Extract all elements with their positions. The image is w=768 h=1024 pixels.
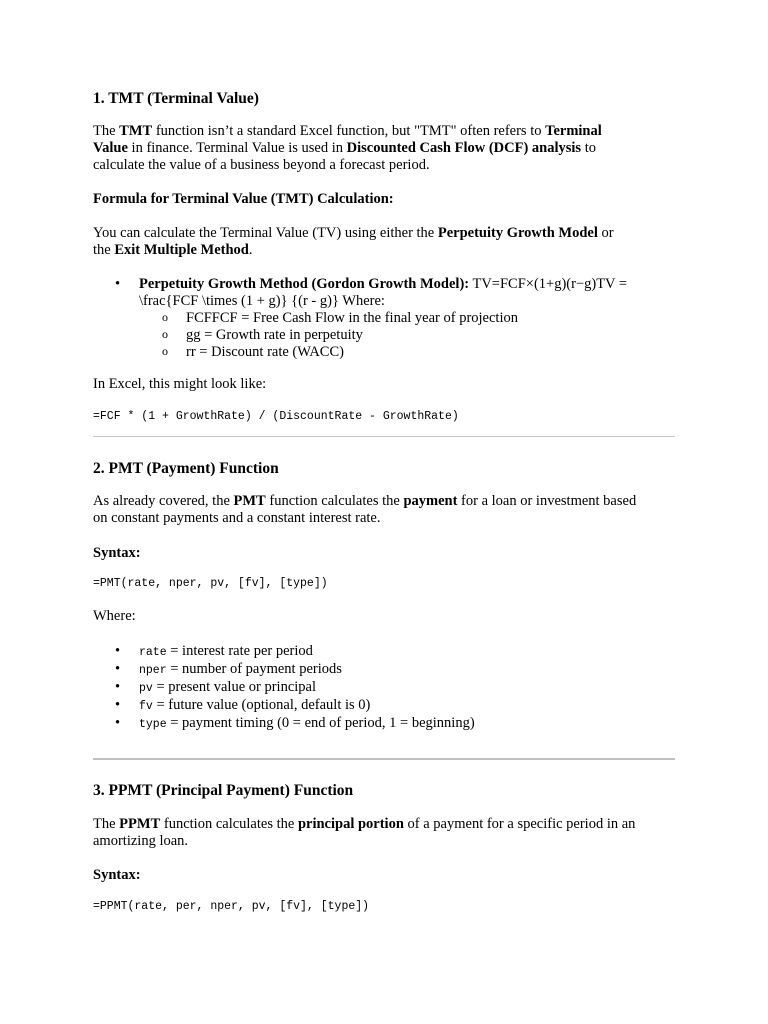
pmt-syntax-label: Syntax: [93,545,141,561]
excel-intro: In Excel, this might look like: [93,376,267,392]
tmt-intro-paragraph: The TMT function isn’t a standard Excel function, but "TMT" often refers to Terminal Value in finance. Terminal Value is used in Discounted Cash Flow (DCF) analysis to calculate the value of a business beyond a forecast period. [93,123,602,173]
ppmt-syntax-code: =PPMT(rate, per, nper, pv, [fv], [type]) [93,900,370,913]
formula-heading: Formula for Terminal Value (TMT) Calculation: [93,191,394,207]
tv-method-paragraph: You can calculate the Terminal Value (TV) using either the Perpetuity Growth Model or the Exit Multiple Method. [93,225,614,258]
list-item: • fv = future value (optional, default is 0) [93,697,675,715]
section-divider [93,758,675,760]
pmt-syntax-code: =PMT(rate, nper, pv, [fv], [type]) [93,577,328,590]
list-item: • nper = number of payment periods [93,661,675,679]
list-item: • Perpetuity Growth Method (Gordon Growth Model): TV=FCF×(1+g)(r−g)TV = \frac{FCF \times (1 + g)} {(r - g)} Where: [93,276,675,310]
ppmt-syntax-label: Syntax: [93,867,141,883]
section-heading-ppmt: 3. PPMT (Principal Payment) Function [93,782,354,799]
tmt-excel-code: =FCF * (1 + GrowthRate) / (DiscountRate - GrowthRate) [93,410,459,423]
section-heading-pmt: 2. PMT (Payment) Function [93,460,279,477]
list-item: o gg = Growth rate in perpetuity [93,327,675,344]
list-item: • type = payment timing (0 = end of period, 1 = beginning) [93,715,675,733]
list-item: o rr = Discount rate (WACC) [93,344,675,361]
section-divider [93,436,675,437]
tmt-bullet-list [93,276,675,361]
pmt-params-list [93,643,675,733]
list-item: • rate = interest rate per period [93,643,675,661]
section-heading-tmt: 1. TMT (Terminal Value) [93,90,259,107]
list-item: • pv = present value or principal [93,679,675,697]
list-item: o FCFFCF = Free Cash Flow in the final year of projection [93,310,675,327]
pmt-intro-paragraph: As already covered, the PMT function calculates the payment for a loan or investment based on constant payments and a constant interest rate. [93,493,637,526]
where-label: Where: [93,608,136,624]
ppmt-intro-paragraph: The PPMT function calculates the principal portion of a payment for a specific period in an amortizing loan. [93,816,636,849]
